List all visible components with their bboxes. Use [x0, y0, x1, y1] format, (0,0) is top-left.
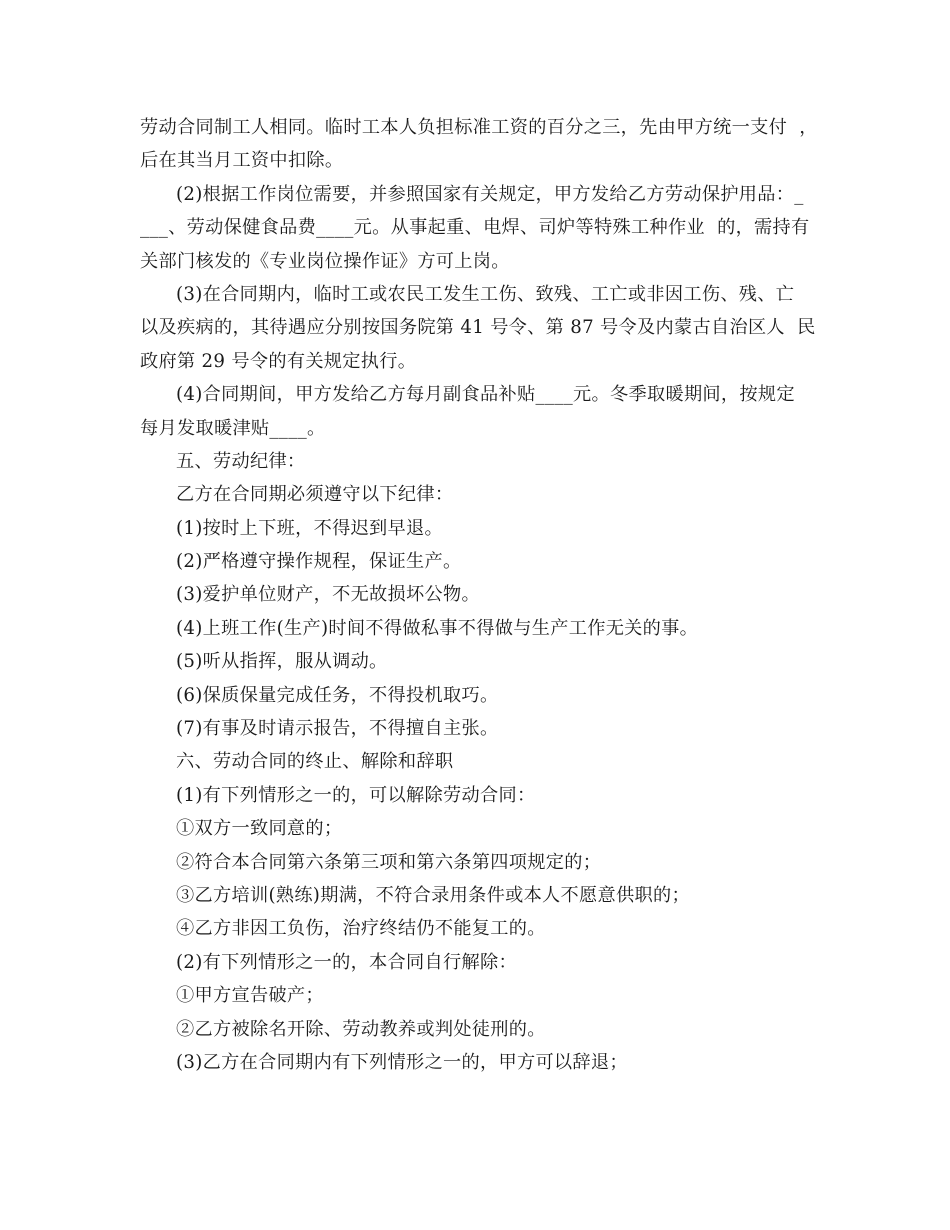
text-line: (3)乙方在合同期内有下列情形之一的，甲方可以辞退；	[176, 1051, 628, 1073]
text-line: (1)按时上下班，不得迟到早退。	[176, 517, 444, 539]
text-line: (4)合同期间，甲方发给乙方每月副食品补贴____元。冬季取暖期间，按规定	[176, 384, 795, 406]
text-line: 六、劳动合同的终止、解除和辞职	[176, 751, 454, 773]
text-line: 劳动合同制工人相同。临时工本人负担标准工资的百分之三，先由甲方统一支付 ，	[140, 117, 818, 138]
text-line: 以及疾病的，其待遇应分别按国务院第 41 号令、第 87 号令及内蒙古自治区人 民	[140, 317, 816, 339]
text-line: ①甲方宣告破产；	[176, 985, 324, 1007]
text-line: (2)有下列情形之一的，本合同自行解除：	[176, 951, 517, 973]
document-body	[140, 111, 820, 1079]
text-line: (3)在合同期内，临时工或农民工发生工伤、致残、工亡或非因工伤、残、亡	[176, 283, 795, 305]
text-line: (4)上班工作(生产)时间不得做私事不得做与生产工作无关的事。	[176, 617, 699, 639]
text-line: ④乙方非因工负伤，治疗终结仍不能复工的。	[176, 918, 546, 940]
text-line: 政府第 29 号令的有关规定执行。	[140, 350, 417, 372]
text-line: ③乙方培训(熟练)期满，不符合录用条件或本人不愿意供职的；	[176, 884, 690, 906]
text-line: ①双方一致同意的；	[176, 818, 343, 840]
text-line: (1)有下列情形之一的，可以解除劳动合同：	[176, 784, 536, 806]
text-line: ②乙方被除名开除、劳动教养或判处徒刑的。	[176, 1018, 546, 1040]
text-line: (2)严格遵守操作规程，保证生产。	[176, 551, 462, 573]
text-line: 关部门核发的《专业岗位操作证》方可上岗。	[140, 250, 510, 272]
text-line: (7)有事及时请示报告，不得擅自主张。	[176, 718, 499, 740]
text-line: (5)听从指挥，服从调动。	[176, 651, 388, 673]
text-line: (3)爱护单位财产，不无故损坏公物。	[176, 584, 480, 606]
text-line: ___、劳动保健食品费____元。从事起重、电焊、司炉等特殊工种作业 的，需持有	[140, 217, 810, 239]
text-line: (6)保质保量完成任务，不得投机取巧。	[176, 684, 499, 706]
text-line: 每月发取暖津贴____。	[140, 417, 326, 439]
text-line: ②符合本合同第六条第三项和第六条第四项规定的；	[176, 851, 602, 873]
text-line: (2)根据工作岗位需要，并参照国家有关规定，甲方发给乙方劳动保护用品：_	[176, 183, 804, 205]
text-line: 后在其当月工资中扣除。	[140, 150, 344, 172]
text-line: 乙方在合同期必须遵守以下纪律：	[176, 484, 454, 506]
text-line: 五、劳动纪律：	[176, 450, 306, 472]
